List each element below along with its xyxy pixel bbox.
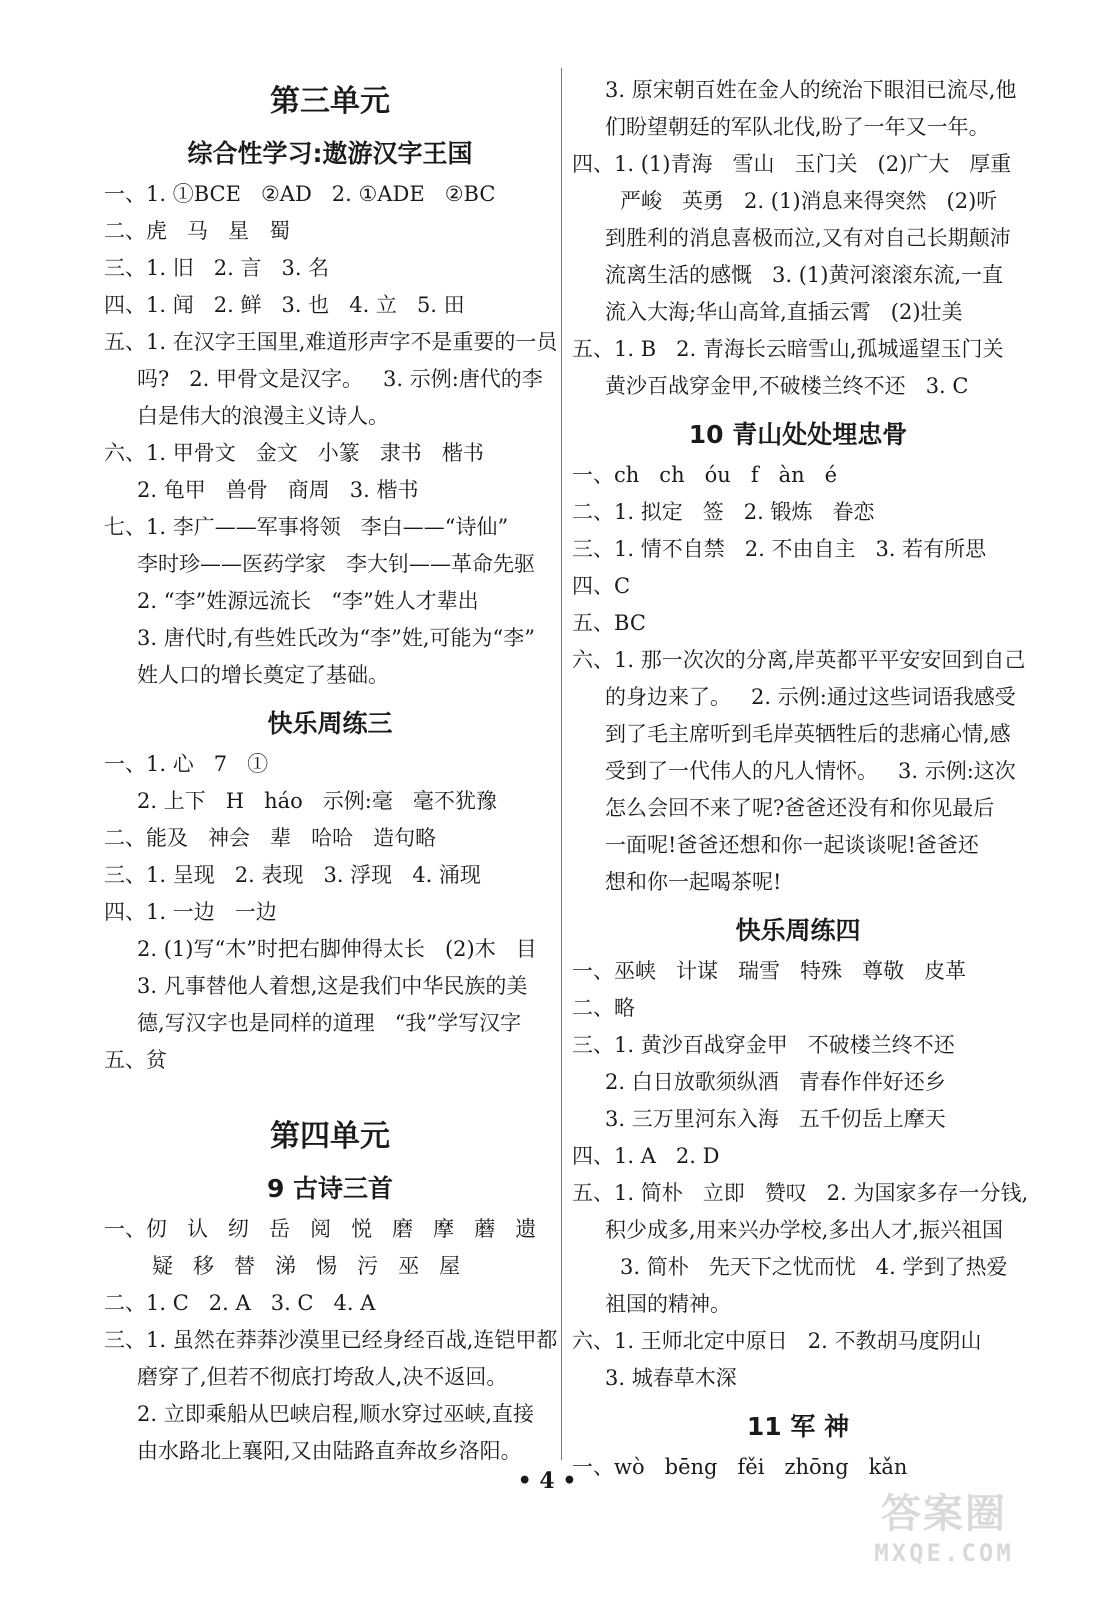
answer-line: 3. 城春草木深 [605,1366,737,1390]
answer-line: 2. 上下 H háo 示例:毫 毫不犹豫 [137,789,497,813]
answer-line: 五、BC [572,611,646,635]
answer-line: 三、1. 情不自禁 2. 不由自主 3. 若有所思 [572,537,987,561]
left-column [104,72,556,1470]
answer-line: 二、虎 马 星 蜀 [104,219,291,243]
answer-line: 一、wò bēng fěi zhōng kǎn [572,1455,908,1479]
answer-line: 到了毛主席听到毛岸英牺牲后的悲痛心情,感 [605,722,1011,746]
spacer [104,1079,556,1107]
answer-line: 严峻 英勇 2. (1)消息来得突然 (2)听 [620,189,998,213]
answer-line: 四、C [572,574,631,598]
answer-line: 二、能及 神会 辈 哈哈 造句略 [104,826,437,850]
answer-line: 3. 原宋朝百姓在金人的统治下眼泪已流尽,他 [605,78,1017,102]
watermark-text-top: 答案圈 [881,1491,1007,1537]
answer-line: 五、1. 在汉字王国里,难道形声字不是重要的一员 [104,330,558,354]
answer-line: 四、1. 一边 一边 [104,900,277,924]
spacer [104,694,556,702]
answer-line: 二、1. C 2. A 3. C 4. A [104,1291,376,1315]
answer-line: 3. 简朴 先天下之忧而忧 4. 学到了热爱 [620,1255,1008,1279]
spacer [572,901,1024,909]
answer-line: 2. 龟甲 兽骨 商周 3. 楷书 [137,478,419,502]
unit-title: 第四单元 [270,1119,390,1154]
answer-line: 李时珍——医药学家 李大钊——革命先驱 [137,552,536,576]
answer-line: 六、1. 甲骨文 金文 小篆 隶书 楷书 [104,441,484,465]
answer-line: 积少成多,用来兴办学校,多出人才,振兴祖国 [605,1218,1004,1242]
answer-line: 三、1. 黄沙百战穿金甲 不破楼兰终不还 [572,1033,955,1057]
answer-line: 2. 白日放歌须纵酒 青春作伴好还乡 [605,1070,946,1094]
answer-line: 祖国的精神。 [605,1292,731,1316]
answer-line: 3. 凡事替他人着想,这是我们中华民族的美 [137,974,528,998]
answer-line: 一、1. 心 7 ① [104,752,269,776]
answer-line: 流入大海;华山高耸,直插云霄 (2)壮美 [605,300,963,324]
section-title: 综合性学习:遨游汉字王国 [187,139,473,168]
answer-line: 三、1. 旧 2. 言 3. 名 [104,256,330,280]
answer-line: 3. 唐代时,有些姓氏改为“李”姓,可能为“李” [137,626,536,650]
answer-line: 一面呢!爸爸还想和你一起谈谈呢!爸爸还 [605,833,979,857]
answer-line: 七、1. 李广——军事将领 李白——“诗仙” [104,515,509,539]
unit-title: 第三单元 [270,84,390,119]
answer-line: 四、1. A 2. D [572,1144,720,1168]
answer-line: 的身边来了。 2. 示例:通过这些词语我感受 [605,685,1016,709]
answer-line: 受到了一代伟人的凡人情怀。 3. 示例:这次 [605,759,1016,783]
answer-line: 磨穿了,但若不彻底打垮敌人,决不返回。 [137,1365,508,1389]
answer-line: 白是伟大的浪漫主义诗人。 [137,404,389,428]
answer-line: 到胜利的消息喜极而泣,又有对自己长期颠沛 [605,226,1011,250]
section-title: 9 古诗三首 [266,1174,394,1203]
answer-line: 想和你一起喝茶呢! [605,870,782,894]
watermark-text-bottom: MXQE.COM [874,1539,1014,1567]
answer-line: 五、1. 简朴 立即 赞叹 2. 为国家多存一分钱, [572,1181,1029,1205]
column-divider [561,68,562,1460]
answer-line: 五、贫 [104,1048,167,1072]
answer-line: 2. 立即乘船从巴峡启程,顺水穿过巫峡,直接 [137,1402,535,1426]
answer-line: 一、仞 认 纫 岳 阅 悦 磨 摩 蘑 遗 [104,1217,537,1241]
section-title: 10 青山处处埋忠骨 [688,420,908,449]
answer-line: 们盼望朝廷的军队北伐,盼了一年又一年。 [605,115,990,139]
answer-line: 由水路北上襄阳,又由陆路直奔故乡洛阳。 [137,1439,522,1463]
answer-line: 疑 移 替 涕 惕 污 巫 屋 [152,1254,461,1278]
right-column [572,72,1029,1486]
section-title: 快乐周练四 [735,916,861,945]
answer-line: 德,写汉字也是同样的道理 “我”学写汉字 [137,1011,522,1035]
answer-line: 三、1. 虽然在莽莽沙漠里已经身经百战,连铠甲都 [104,1328,558,1352]
section-title: 快乐周练三 [267,709,393,738]
answer-line: 吗? 2. 甲骨文是汉字。 3. 示例:唐代的李 [137,367,543,391]
answer-line: 一、巫峡 计谋 瑞雪 特殊 尊敬 皮革 [572,959,967,983]
answer-line: 2. (1)写“木”时把右脚伸得太长 (2)木 目 [137,937,537,961]
answer-line: 六、1. 王师北定中原日 2. 不教胡马度阴山 [572,1329,982,1353]
answer-line: 四、1. 闻 2. 鲜 3. 也 4. 立 5. 田 [104,293,465,317]
answer-line: 2. “李”姓源远流长 “李”姓人才辈出 [137,589,479,613]
answer-line: 四、1. (1)青海 雪山 玉门关 (2)广大 厚重 [572,152,1012,176]
answer-line: 黄沙百战穿金甲,不破楼兰终不还 3. C [605,374,969,398]
watermark-logo [854,1482,1034,1582]
section-title: 11 军 神 [746,1412,850,1441]
page-number: • 4 • [517,1468,577,1494]
answer-line: 流离生活的感慨 3. (1)黄河滚滚东流,一直 [605,263,1004,287]
answer-line: 怎么会回不来了呢?爸爸还没有和你见最后 [605,796,995,820]
answer-line: 二、1. 拟定 签 2. 锻炼 眷恋 [572,500,875,524]
answer-line: 六、1. 那一次次的分离,岸英都平平安安回到自己 [572,648,1026,672]
answer-line: 一、1. ①BCE ②AD 2. ①ADE ②BC [104,182,496,206]
answer-line: 一、ch ch óu f àn é [572,463,838,487]
answer-line: 三、1. 呈现 2. 表现 3. 浮现 4. 涌现 [104,863,481,887]
answer-line: 二、略 [572,996,635,1020]
answer-line: 3. 三万里河东入海 五千仞岳上摩天 [605,1107,946,1131]
answer-line: 五、1. B 2. 青海长云暗雪山,孤城遥望玉门关 [572,337,1004,361]
answer-line: 姓人口的增长奠定了基础。 [137,663,389,687]
spacer [572,405,1024,413]
spacer [572,1397,1024,1405]
